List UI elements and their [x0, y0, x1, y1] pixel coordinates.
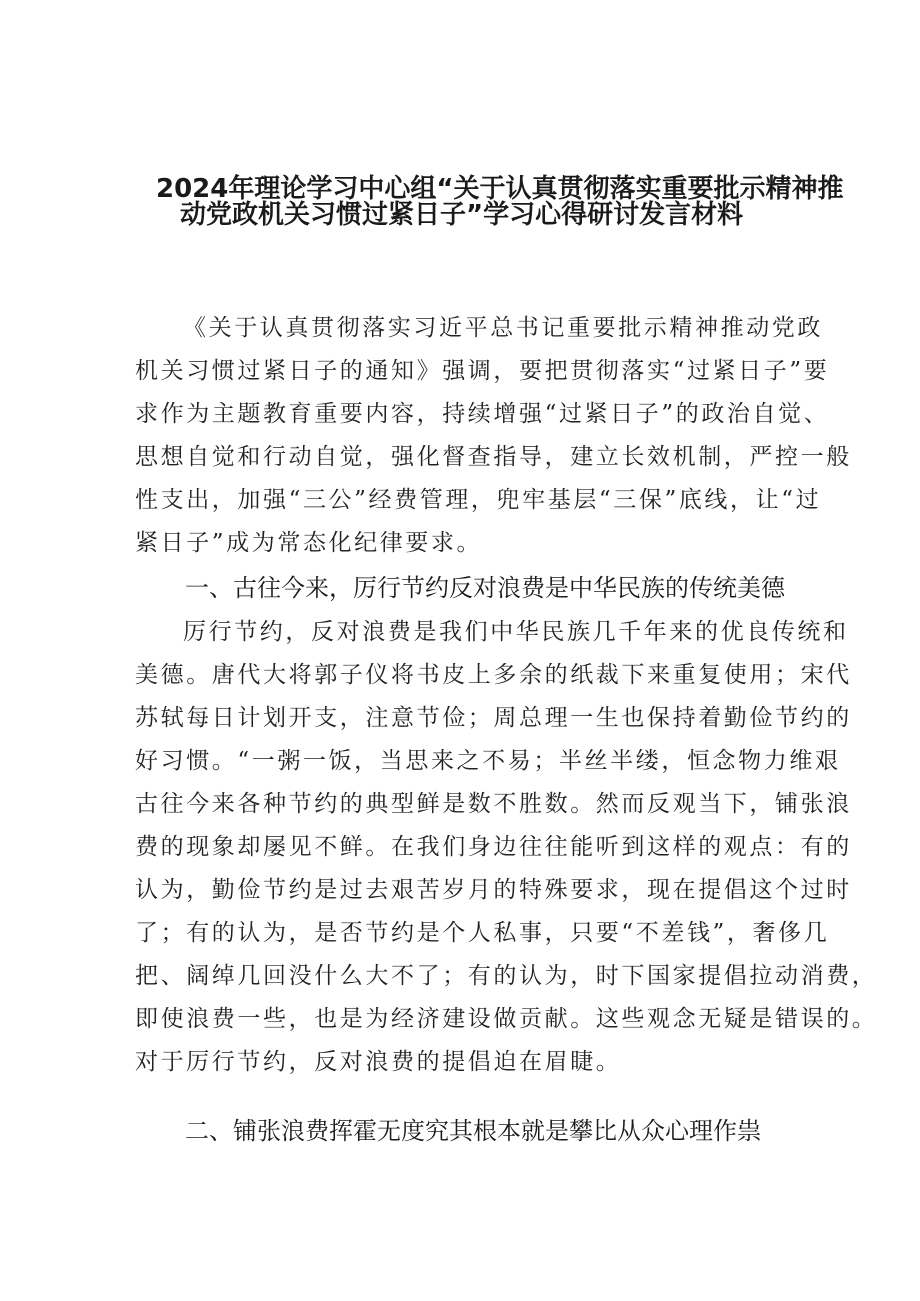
section1-line: 把、阔绰几回没什么大不了；有的认为，时下国家提倡拉动消费， [135, 963, 878, 989]
section1-line: 费的现象却屡见不鲜。在我们身边往往能听到这样的观点：有的 [135, 834, 852, 860]
section-heading-1: 一、古往今来，厉行节约反对浪费是中华民族的传统美德 [185, 574, 785, 602]
section1-line: 苏轼每日计划开支，注意节俭；周总理一生也保持着勤俭节约的 [135, 705, 852, 731]
title-line-2: 动党政机关习惯过紧日子”学习心得研讨发言材料 [180, 200, 744, 230]
section-heading-2: 二、铺张浪费挥霍无度究其根本就是攀比从众心理作祟 [185, 1117, 761, 1145]
intro-line: 机关习惯过紧日子的通知》强调，要把贯彻落实“过紧日子”要 [135, 358, 830, 384]
section1-line: 即使浪费一些，也是为经济建设做贡献。这些观念无疑是错误的。 [135, 1006, 878, 1032]
title-line-1: 2024年理论学习中心组“关于认真贯彻落实重要批示精神推 [156, 174, 844, 204]
section1-line: 好习惯。“一粥一饭，当思来之不易；半丝半缕，恒念物力维艰 [135, 748, 841, 774]
intro-line: 思想自觉和行动自觉，强化督查指导，建立长效机制，严控一般 [135, 444, 852, 470]
intro-line: 性支出，加强“三公”经费管理，兜牢基层“三保”底线，让“过 [135, 487, 822, 513]
section1-line: 美德。唐代大将郭子仪将书皮上多余的纸裁下来重复使用；宋代 [135, 662, 852, 688]
intro-line: 《关于认真贯彻落实习近平总书记重要批示精神推动党政 [183, 315, 823, 341]
section1-line: 厉行节约，反对浪费是我们中华民族几千年来的优良传统和 [183, 619, 849, 645]
section1-line: 古往今来各种节约的典型鲜是数不胜数。然而反观当下，铺张浪 [135, 791, 852, 817]
intro-line: 求作为主题教育重要内容，持续增强“过紧日子”的政治自觉、 [135, 401, 830, 427]
intro-line: 紧日子”成为常态化纪律要求。 [135, 530, 483, 556]
section1-line: 认为，勤俭节约是过去艰苦岁月的特殊要求，现在提倡这个过时 [135, 877, 852, 903]
section1-line: 了；有的认为，是否节约是个人私事，只要“不差钱”，奢侈几 [135, 920, 830, 946]
section1-line: 对于厉行节约，反对浪费的提倡迫在眉睫。 [135, 1049, 622, 1075]
